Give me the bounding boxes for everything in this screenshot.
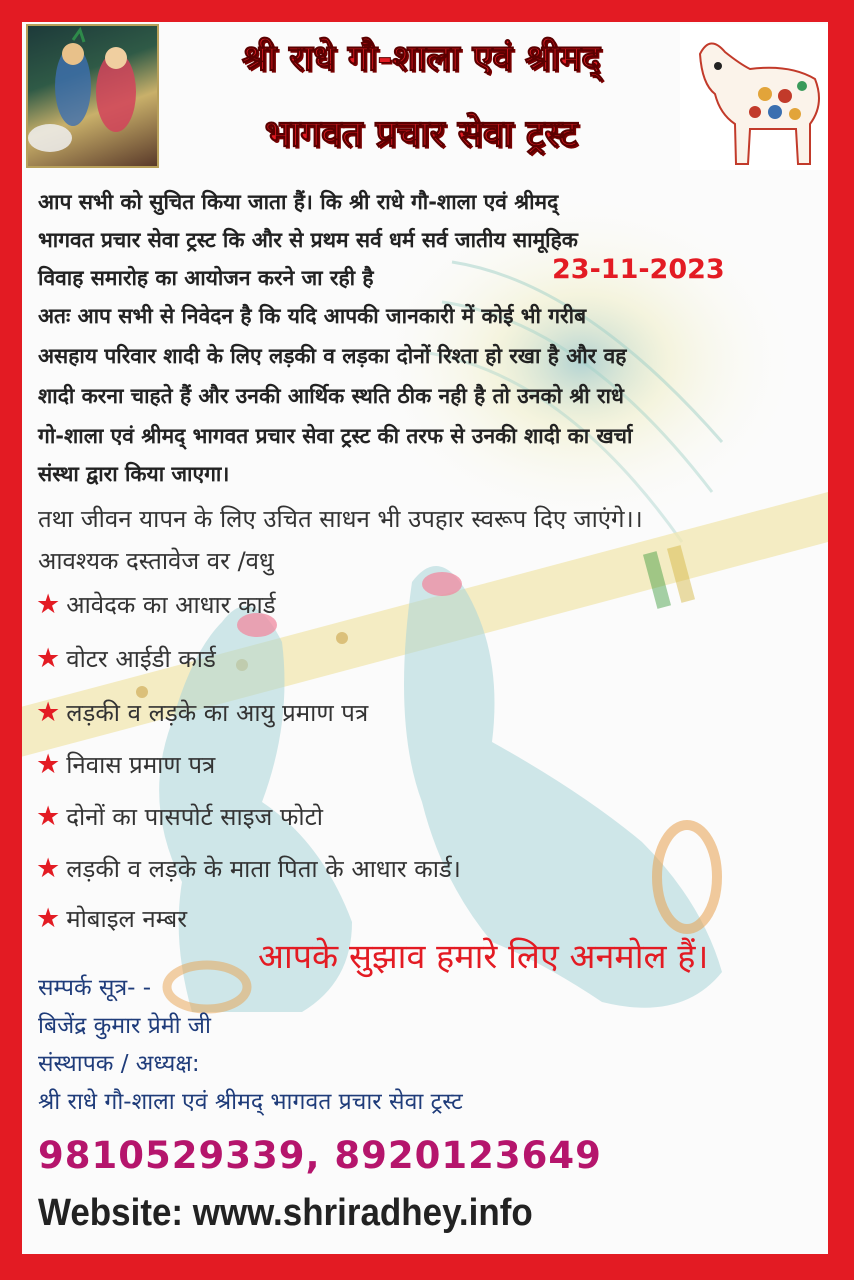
contact-organization: श्री राधे गौ-शाला एवं श्रीमद् भागवत प्रचार सेवा ट्रस्ट bbox=[38, 1089, 463, 1115]
notice-line-5: असहाय परिवार शादी के लिए लड़की व लड़का दोनों रिश्ता हो रखा है और वह bbox=[38, 344, 627, 368]
cow-deities-image bbox=[680, 24, 828, 170]
documents-heading: आवश्यक दस्तावेज वर /वधु bbox=[38, 547, 274, 575]
title-line-2: भागवत प्रचार सेवा ट्रस्ट bbox=[264, 111, 578, 155]
contact-role: संस्थापक / अध्यक्ष: bbox=[38, 1051, 200, 1077]
notice-line-6: शादी करना चाहते हैं और उनकी आर्थिक स्थति ठीक नही है तो उनको श्री राधे bbox=[38, 384, 624, 408]
notice-line-3: विवाह समारोह का आयोजन करने जा रही है bbox=[38, 266, 374, 290]
document-item-label: आवेदक का आधार कार्ड bbox=[66, 591, 276, 619]
document-item-label: वोटर आईडी कार्ड bbox=[66, 645, 216, 673]
star-icon: ★ bbox=[36, 903, 61, 934]
document-item-label: लड़की व लड़के के माता पिता के आधार कार्ड। bbox=[66, 855, 461, 883]
document-item-label: लड़की व लड़के का आयु प्रमाण पत्र bbox=[66, 699, 369, 727]
document-item bbox=[36, 696, 368, 729]
document-item bbox=[36, 642, 216, 675]
star-icon: ★ bbox=[36, 589, 61, 620]
star-icon: ★ bbox=[36, 697, 61, 728]
notice-line-1: आप सभी को सुचित किया जाता हैं। कि श्री राधे गौ-शाला एवं श्रीमद् bbox=[38, 190, 559, 214]
document-item bbox=[36, 800, 323, 833]
notice-line-7: गो-शाला एवं श्रीमद् भागवत प्रचार सेवा ट्रस्ट की तरफ से उनकी शादी का खर्चा bbox=[38, 424, 633, 448]
notice-line-8: संस्था द्वारा किया जाएगा। bbox=[38, 462, 230, 486]
notice-line-2: भागवत प्रचार सेवा ट्रस्ट कि और से प्रथम सर्व धर्म सर्व जातीय सामूहिक bbox=[38, 228, 578, 252]
notice-line-4: अतः आप सभी से निवेदन है कि यदि आपकी जानकारी में कोई भी गरीब bbox=[38, 304, 587, 328]
star-icon: ★ bbox=[36, 801, 61, 832]
star-icon: ★ bbox=[36, 643, 61, 674]
document-item-label: निवास प्रमाण पत्र bbox=[66, 751, 216, 779]
document-item bbox=[36, 588, 276, 621]
krishna-radha-image bbox=[26, 24, 159, 168]
event-date: 23-11-2023 bbox=[552, 254, 725, 285]
website-link[interactable]: Website: www.shriradhey.info bbox=[38, 1192, 533, 1234]
document-item-label: दोनों का पासपोर्ट साइज फोटो bbox=[66, 803, 323, 831]
document-item bbox=[36, 902, 187, 935]
contact-label: सम्पर्क सूत्र- - bbox=[38, 975, 152, 1001]
contact-name: बिजेंद्र कुमार प्रेमी जी bbox=[38, 1013, 211, 1039]
star-icon: ★ bbox=[36, 749, 61, 780]
poster-body bbox=[22, 22, 828, 1254]
document-item-label: मोबाइल नम्बर bbox=[66, 905, 188, 933]
phone-numbers: 9810529339, 8920123649 bbox=[38, 1134, 602, 1177]
suggestion-text: आपके सुझाव हमारे लिए अनमोल हैं। bbox=[258, 937, 709, 977]
title-line-1: श्री राधे गौ-शाला एवं श्रीमद् bbox=[241, 37, 601, 79]
document-item bbox=[36, 852, 461, 885]
document-item bbox=[36, 748, 215, 781]
gifts-line: तथा जीवन यापन के लिए उचित साधन भी उपहार स्वरूप दिए जाएंगे।। bbox=[38, 505, 643, 533]
star-icon: ★ bbox=[36, 853, 61, 884]
